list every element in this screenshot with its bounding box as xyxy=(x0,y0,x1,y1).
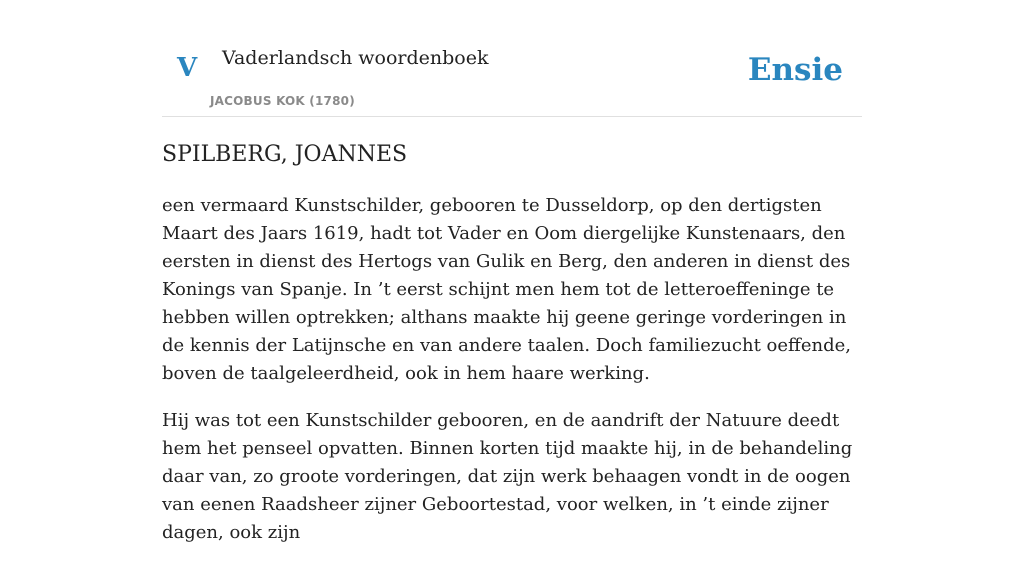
header xyxy=(162,0,862,117)
book-title[interactable]: Vaderlandsch woordenboek xyxy=(222,47,489,69)
brand-logo[interactable]: Ensie xyxy=(747,52,843,88)
entry-body xyxy=(162,192,867,566)
entry-paragraph: een vermaard Kunstschilder, gebooren te Dusseldorp, op den dertigsten Maart des Jaars 1619, hadt tot Vader en Oom diergelijke Kunstenaars, den eersten in dienst des Hertogs van Gulik en Berg, den anderen in dienst des Konings van Spanje. In ’t eerst schijnt men hem tot de letteroeffeninge te hebben willen optrekken; althans maakte hij geene geringe vorderingen in de kennis der Latijnsche en van andere taalen. Doch familiezucht oeffende, boven de taalgeleerdheid, ook in hem haare werking. xyxy=(162,195,851,384)
entry-title: SPILBERG, JOANNES xyxy=(162,142,408,167)
book-letter-icon[interactable]: V xyxy=(177,53,198,83)
entry-paragraph: Hij was tot een Kunstschilder gebooren, en de aandrift der Natuure deedt hem het penseel opvatten. Binnen korten tijd maakte hij, in de behandeling daar van, zo groote vorderingen, dat zijn werk behaagen vondt in de oogen van eenen Raadsheer zijner Geboortestad, voor welken, in ’t einde zijner dagen, ook zijn xyxy=(162,410,853,543)
book-author: JACOBUS KOK (1780) xyxy=(210,94,355,108)
